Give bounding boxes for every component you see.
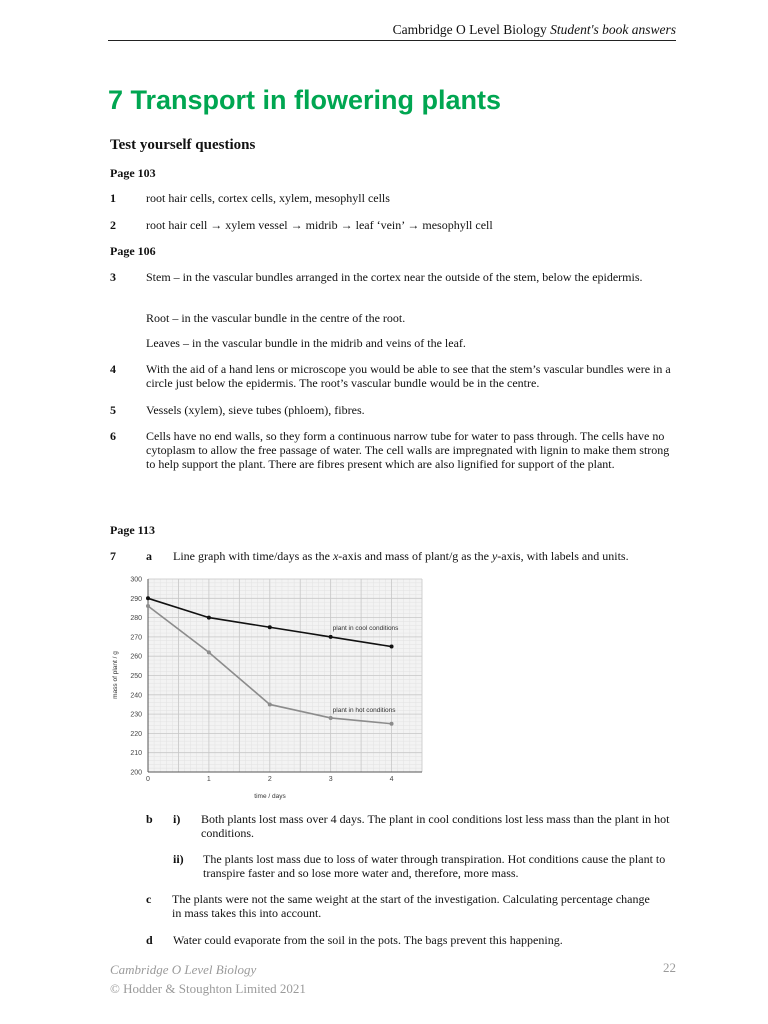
data-point	[146, 604, 150, 608]
y-tick-label: 280	[130, 615, 142, 623]
answer-text: Root – in the vascular bundle in the centre of the root.	[146, 311, 406, 325]
series-label: plant in hot conditions	[332, 706, 396, 714]
question-number: 3	[110, 270, 116, 284]
subpart-label: ii)	[173, 852, 184, 866]
x-axis-label: time / days	[254, 793, 286, 800]
y-tick-label: 240	[130, 692, 142, 700]
data-point	[390, 722, 394, 726]
footer	[110, 960, 306, 998]
answer-text: With the aid of a hand lens or microscope you would be able to see that the stem’s vascular bundles were in a circle just below the epidermis. The root’s vascular bundle would be in the centre.	[146, 362, 671, 390]
answer-text: root hair cells, cortex cells, xylem, mesophyll cells	[146, 191, 390, 205]
page-label-103: Page 103	[110, 166, 156, 180]
y-tick-label: 300	[130, 576, 142, 584]
answer-text: Both plants lost mass over 4 days. The plant in cool conditions lost less mass than the plant in hot conditions.	[201, 812, 670, 840]
mass-loss-line-chart	[105, 570, 430, 805]
part-label: c	[146, 892, 152, 906]
part-label: a	[146, 549, 152, 563]
answer-text: Water could evaporate from the soil in the pots. The bags prevent this happening.	[173, 933, 563, 947]
question-number: 2	[110, 218, 116, 232]
axis-variable: x	[332, 549, 339, 563]
question-number: 7	[110, 549, 116, 563]
y-tick-label: 230	[130, 711, 142, 719]
data-point	[146, 596, 150, 600]
answer-text: The plants were not the same weight at the start of the investigation. Calculating percentage change in mass takes this into account.	[172, 892, 650, 920]
x-tick-label: 2	[267, 776, 272, 783]
data-point	[268, 625, 272, 629]
answer-text: root hair cell → xylem vessel → midrib → leaf ‘vein’ → mesophyll cell	[146, 218, 493, 232]
series-label: plant in cool conditions	[332, 624, 399, 632]
page-label-113: Page 113	[110, 523, 155, 537]
page-label-106: Page 106	[110, 244, 156, 258]
data-point	[329, 716, 333, 720]
subpart-label: i)	[173, 812, 181, 826]
part-label: d	[146, 933, 153, 947]
question-number: 6	[110, 429, 116, 443]
answer-text-part: Line graph with time/days as the	[173, 549, 333, 563]
answer-text: Cells have no end walls, so they form a continuous narrow tube for water to pass through. The cells have no cytoplasm to allow the free passage of water. The cell walls are impregnated with lignin to make them strong to help support the plant. There are fibres present which are also lignified for support of the plant.	[146, 429, 670, 471]
question-number: 4	[110, 362, 116, 376]
y-tick-label: 290	[130, 595, 142, 603]
running-header	[108, 22, 676, 41]
footer-book-title: Cambridge O Level Biology	[110, 962, 257, 977]
chart-grid	[148, 579, 422, 772]
y-tick-label: 260	[130, 653, 142, 661]
data-point	[329, 635, 333, 639]
chapter-title: 7 Transport in flowering plants	[108, 85, 502, 115]
data-point	[207, 616, 211, 620]
y-tick-label: 250	[130, 673, 142, 680]
answer-text-part: -axis, with labels and units.	[497, 549, 629, 563]
header-title: Cambridge O Level Biology	[392, 22, 547, 37]
answer-text: The plants lost mass due to loss of water through transpiration. Hot conditions cause the plant to transpire faster and so lose more water and, therefore, more mass.	[203, 852, 666, 880]
answer-text	[173, 549, 683, 563]
data-point	[207, 650, 211, 654]
header-subtitle: Student's book answers	[550, 22, 676, 37]
data-point	[268, 702, 272, 706]
y-tick-label: 220	[130, 730, 142, 738]
x-tick-label: 3	[328, 776, 333, 783]
y-tick-label: 210	[130, 750, 142, 758]
part-label: b	[146, 812, 153, 826]
x-tick-label: 4	[389, 776, 394, 783]
x-tick-label: 1	[206, 776, 211, 783]
question-number: 5	[110, 403, 116, 417]
answer-text: Stem – in the vascular bundles arranged in the cortex near the outside of the stem, below the epidermis.	[146, 270, 643, 284]
answer-text: Vessels (xylem), sieve tubes (phloem), fibres.	[146, 403, 365, 417]
page-number: 22	[663, 960, 676, 975]
question-number: 1	[110, 191, 116, 205]
y-tick-label: 200	[130, 769, 142, 777]
y-tick-label: 270	[130, 634, 142, 642]
answer-text-part: -axis and mass of plant/g as the	[338, 549, 492, 563]
x-tick-label: 0	[146, 776, 150, 783]
axis-variable: y	[491, 549, 498, 563]
section-title: Test yourself questions	[110, 137, 256, 153]
footer-copyright: © Hodder & Stoughton Limited 2021	[110, 981, 306, 996]
data-point	[390, 645, 394, 649]
y-axis-label: mass of plant / g	[112, 651, 119, 699]
answer-text: Leaves – in the vascular bundle in the midrib and veins of the leaf.	[146, 336, 466, 350]
